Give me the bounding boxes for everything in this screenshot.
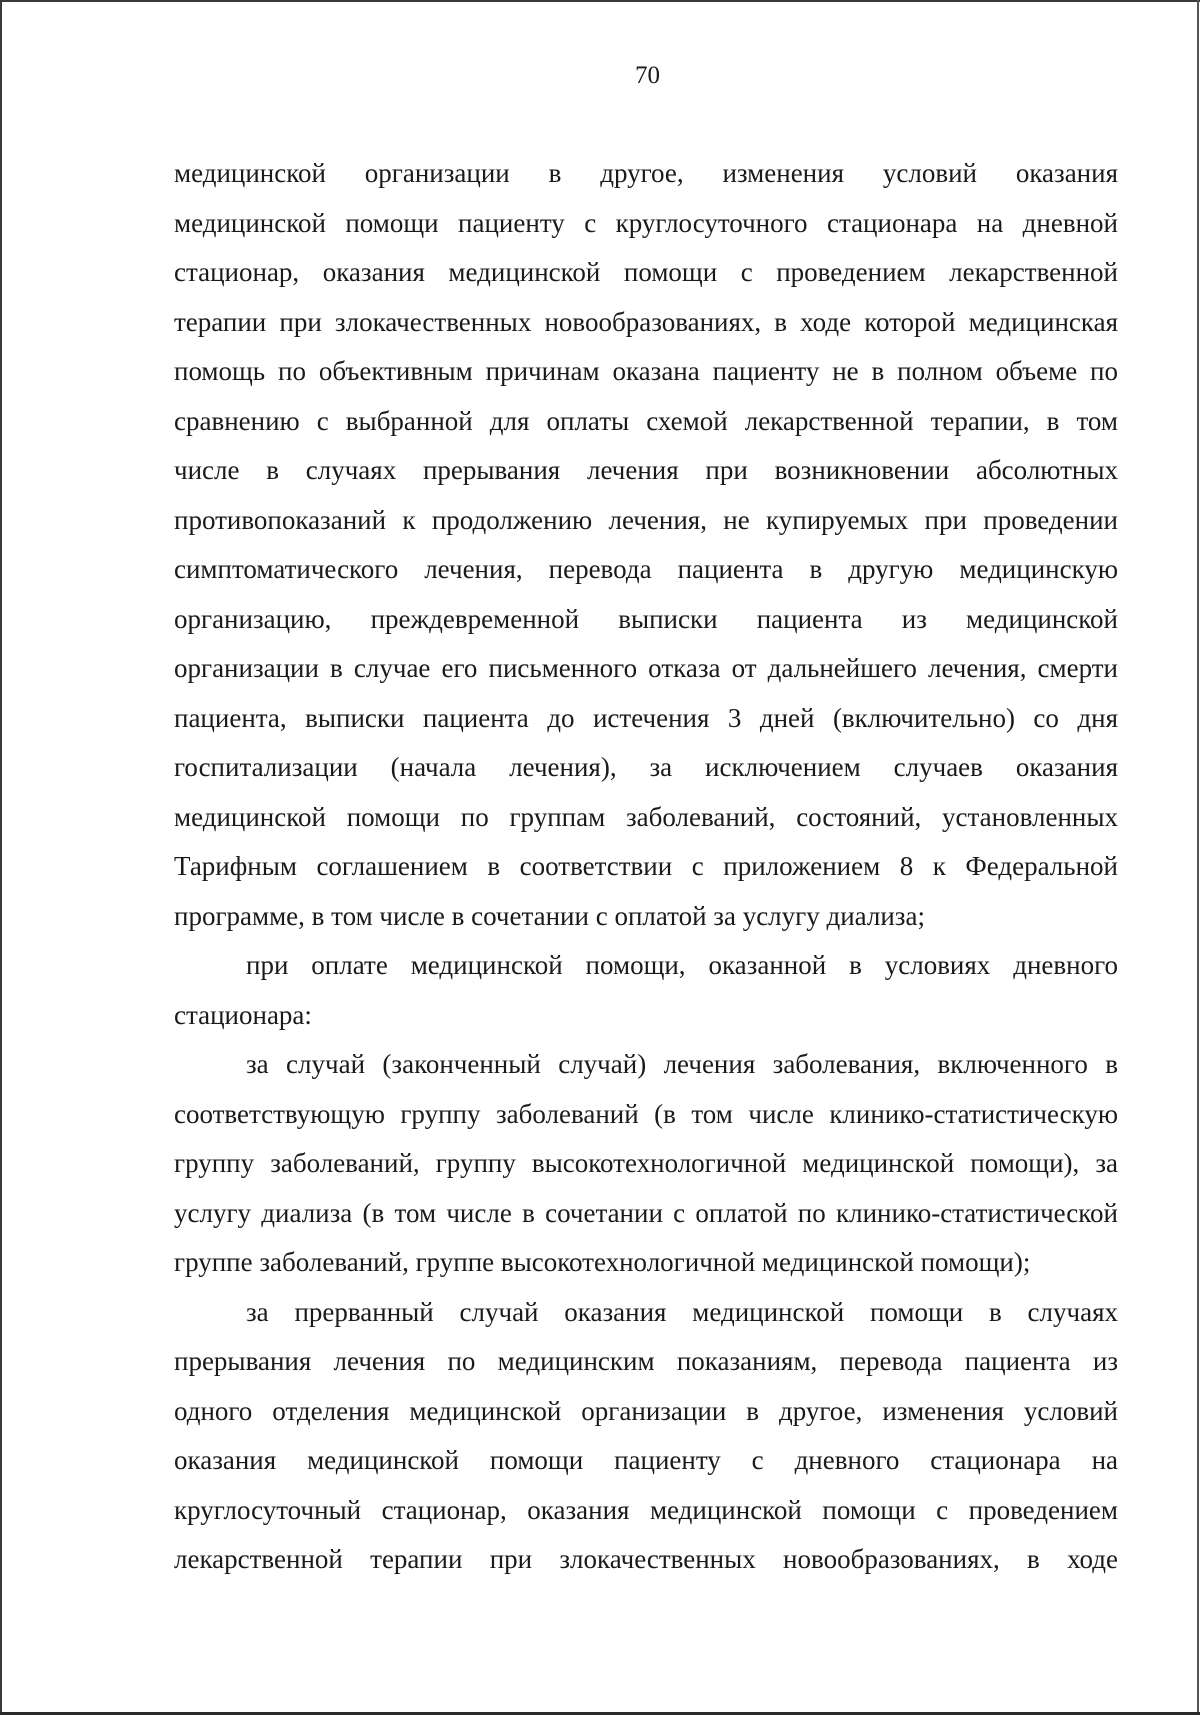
text-line: терапии при злокачественных новообразованиях, в ходе которой медицинская bbox=[174, 306, 1118, 337]
text-line: программе, в том числе в сочетании с оплатой за услугу диализа; bbox=[174, 900, 925, 931]
text-line: соответствующую группу заболеваний (в том числе клинико-статистическую bbox=[174, 1098, 1118, 1129]
text-line: стационара: bbox=[174, 999, 312, 1030]
text-line: стационар, оказания медицинской помощи с проведением лекарственной bbox=[174, 257, 1118, 287]
text-line: одного отделения медицинской организации в другое, изменения условий bbox=[174, 1395, 1118, 1426]
text-line: при оплате медицинской помощи, оказанной в условиях дневного bbox=[246, 950, 1118, 980]
text-line: сравнению с выбранной для оплаты схемой лекарственной терапии, в том bbox=[174, 405, 1118, 436]
text-line: за случай (законченный случай) лечения заболевания, включенного в bbox=[246, 1049, 1118, 1079]
text-line: медицинской помощи пациенту с круглосуточного стационара на дневной bbox=[174, 207, 1118, 238]
text-line: группе заболеваний, группе высокотехнологичной медицинской помощи); bbox=[174, 1247, 1031, 1277]
text-line: группу заболеваний, группу высокотехнологичной медицинской помощи), за bbox=[174, 1148, 1118, 1178]
text-line: Тарифным соглашением в соответствии с приложением 8 к Федеральной bbox=[174, 851, 1118, 881]
text-line: симптоматического лечения, перевода пациента в другую медицинскую bbox=[174, 554, 1118, 584]
text-line: организацию, преждевременной выписки пациента из медицинской bbox=[174, 603, 1118, 634]
text-line: медицинской организации в другое, изменения условий оказания bbox=[174, 158, 1118, 188]
text-line: помощь по объективным причинам оказана пациенту не в полном объеме по bbox=[174, 356, 1118, 386]
text-line: организации в случае его письменного отказа от дальнейшего лечения, смерти bbox=[174, 653, 1118, 683]
scan-edge-top bbox=[0, 0, 1200, 2]
scan-edge-left bbox=[0, 0, 2, 1715]
text-line: числе в случаях прерывания лечения при возникновении абсолютных bbox=[174, 455, 1118, 485]
text-line: прерывания лечения по медицинским показаниям, перевода пациента из bbox=[174, 1346, 1118, 1376]
page-number: 70 bbox=[635, 62, 660, 89]
text-line: услугу диализа (в том числе в сочетании с оплатой по клинико-статистической bbox=[174, 1197, 1118, 1228]
text-line: медицинской помощи по группам заболеваний, состояний, установленных bbox=[174, 801, 1118, 832]
text-line: противопоказаний к продолжению лечения, не купируемых при проведении bbox=[174, 504, 1118, 535]
body-text bbox=[174, 149, 1118, 1585]
text-line: круглосуточный стационар, оказания медицинской помощи с проведением bbox=[174, 1494, 1118, 1525]
text-line: оказания медицинской помощи пациенту с дневного стационара на bbox=[174, 1445, 1118, 1475]
text-line: пациента, выписки пациента до истечения 3 дней (включительно) со дня bbox=[174, 702, 1118, 733]
scan-edge-right bbox=[1197, 0, 1199, 1715]
text-line: лекарственной терапии при злокачественных новообразованиях, в ходе bbox=[174, 1544, 1118, 1574]
text-line: за прерванный случай оказания медицинской помощи в случаях bbox=[246, 1296, 1118, 1327]
text-line: госпитализации (начала лечения), за исключением случаев оказания bbox=[174, 752, 1118, 782]
